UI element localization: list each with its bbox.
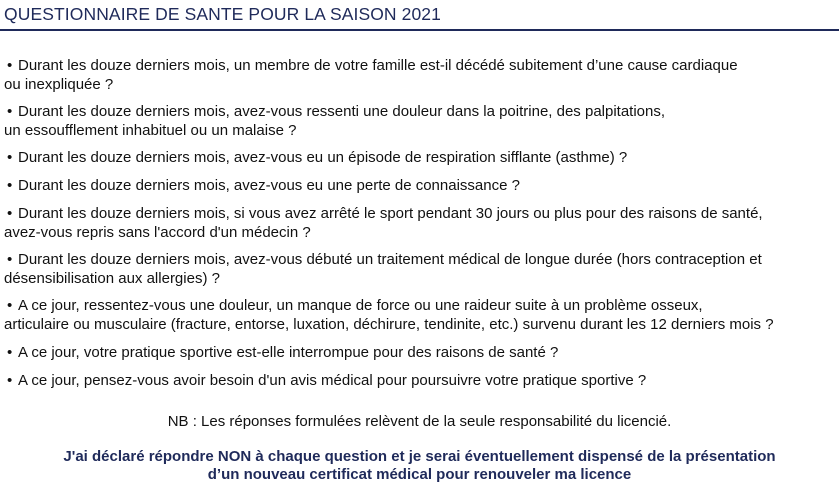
question-text-line1: Durant les douze derniers mois, avez-vous eu une perte de connaissance ? [18,177,520,194]
question-text-line2: ou inexpliquée ? [4,76,114,93]
question-text-line2: articulaire ou musculaire (fracture, entorse, luxation, déchirure, tendinite, etc.) survenu durant les 12 derniers mois ? [4,316,774,333]
question-text-line2: avez-vous repris sans l'accord d'un médecin ? [4,224,311,241]
question-text-line1: A ce jour, ressentez-vous une douleur, un manque de force ou une raideur suite à un problème osseux, [18,297,703,314]
question-item [4,204,834,242]
question-item [4,371,834,390]
question-item [4,176,834,195]
bullet-icon: • [7,177,13,194]
bullet-icon: • [7,57,13,74]
bullet-icon: • [7,297,13,314]
nb-note: NB : Les réponses formulées relèvent de la seule responsabilité du licencié. [167,413,672,430]
page-title: QUESTIONNAIRE DE SANTE POUR LA SAISON 2021 [4,4,441,24]
bullet-icon: • [7,103,13,120]
question-text-line1: Durant les douze derniers mois, si vous avez arrêté le sport pendant 30 jours ou plus pour des raisons de santé, [18,205,763,222]
question-item [4,148,834,167]
question-text-line1: Durant les douze derniers mois, avez-vous eu un épisode de respiration sifflante (asthme) ? [18,149,628,166]
question-text-line1: A ce jour, votre pratique sportive est-elle interrompue pour des raisons de santé ? [18,344,559,361]
question-item [4,56,834,94]
bullet-icon: • [7,205,13,222]
question-item [4,250,834,288]
declaration-line1: J'ai déclaré répondre NON à chaque question et je serai éventuellement dispensé de la présentation [63,448,776,465]
page-header [0,0,839,31]
question-text-line1: Durant les douze derniers mois, un membre de votre famille est-il décédé subitement d’une cause cardiaque [18,57,738,74]
bullet-icon: • [7,372,13,389]
question-text-line2: un essoufflement inhabituel ou un malaise ? [4,122,297,139]
declaration-statement [0,448,839,484]
bullet-icon: • [7,251,13,268]
question-item [4,296,834,334]
question-text-line2: désensibilisation aux allergies) ? [4,270,220,287]
bullet-icon: • [7,149,13,166]
question-item [4,343,834,362]
question-item [4,102,834,140]
bullet-icon: • [7,344,13,361]
question-text-line1: A ce jour, pensez-vous avoir besoin d'un avis médical pour poursuivre votre pratique sportive ? [18,372,647,389]
declaration-line2: d’un nouveau certificat médical pour renouveler ma licence [207,466,632,483]
question-text-line1: Durant les douze derniers mois, avez-vous débuté un traitement médical de longue durée (hors contraception et [18,251,762,268]
question-text-line1: Durant les douze derniers mois, avez-vous ressenti une douleur dans la poitrine, des palpitations, [18,103,666,120]
